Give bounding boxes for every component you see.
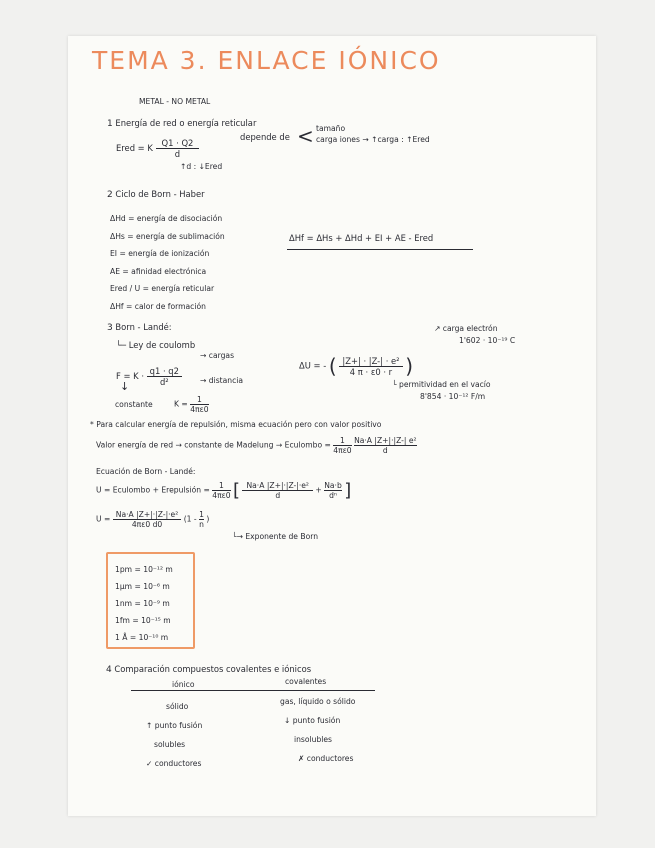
fraction-denominator: d	[382, 446, 388, 455]
fraction-denominator: d	[174, 149, 181, 159]
column-header-covalent: covalentes	[285, 677, 327, 686]
table-cell: solubles	[154, 740, 186, 749]
paren-close: )	[405, 354, 414, 378]
note-fraction	[333, 436, 351, 455]
list-item: ΔHd = energía de disociación	[110, 214, 223, 223]
permitividad-label: └ permitividad en el vacío	[392, 380, 491, 389]
list-item: ΔHf = calor de formación	[110, 301, 206, 311]
equation-fraction	[339, 356, 402, 377]
list-item: ΔHs = energía de sublimación	[110, 231, 225, 241]
unit-item: 1pm = 10⁻¹² m	[115, 565, 173, 574]
permitividad-text: permitividad en el vacío	[399, 380, 491, 389]
fraction-numerator: Na·A |Z+|·|Z-| e²	[354, 436, 417, 445]
u-bracket-fraction-1	[242, 481, 313, 500]
coulomb-label: Ley de coulomb	[128, 340, 196, 350]
fraction-numerator: Na·b	[324, 481, 342, 490]
fraction-denominator: dⁿ	[329, 491, 337, 500]
u-final-lhs: U =	[96, 514, 111, 524]
depends-bottom: carga iones → ↑carga : ↑Ered	[316, 135, 430, 144]
table-divider	[131, 690, 375, 691]
table-cell: gas, líquido o sólido	[280, 697, 356, 706]
table-cell: insolubles	[294, 735, 333, 744]
fraction-numerator: Q1 · Q2	[156, 138, 200, 149]
paren-open: (	[328, 354, 337, 378]
u-fraction	[212, 481, 230, 500]
fraction-numerator: 1	[199, 510, 204, 519]
subtitle: METAL - NO METAL	[139, 97, 211, 106]
equation-underline	[287, 249, 473, 250]
equation-fraction	[147, 366, 182, 387]
fraction-numerator: Na·A |Z+|·|Z-|·e²	[113, 510, 182, 520]
section-number: 1	[107, 119, 113, 129]
born-haber-equation: ΔHf = ΔHs + ΔHd + EI + AE - Ered	[289, 233, 434, 243]
paren-close: )	[206, 514, 210, 524]
fraction-denominator: 4πε0 d0	[131, 520, 163, 529]
madelung-note	[96, 436, 417, 455]
fraction-numerator: 1	[333, 436, 351, 446]
section-2-heading	[107, 189, 205, 200]
bracket-close: ]	[344, 480, 352, 501]
unit-item: 1µm = 10⁻⁶ m	[115, 582, 170, 591]
equation-fraction	[156, 138, 200, 159]
page-title: TEMA 3. ENLACE IÓNICO	[92, 46, 441, 75]
carga-electron-label: ↗ carga electrón	[434, 324, 498, 333]
fraction-numerator: 1	[212, 481, 230, 491]
paren-open: (1 -	[183, 514, 197, 524]
section-1-heading	[107, 118, 256, 129]
equation-lhs: ΔU = -	[299, 360, 327, 371]
born-haber-list	[110, 210, 225, 316]
fraction-denominator: d	[275, 491, 281, 500]
k-fraction	[190, 395, 208, 414]
fraction-numerator: |Z+| · |Z-| · e²	[339, 356, 402, 367]
section-number: 3	[107, 323, 113, 333]
section-3-heading	[107, 322, 172, 333]
u-bracket-fraction-2	[324, 481, 342, 500]
fraction-numerator: 1	[190, 395, 208, 405]
list-item: Ered / U = energía reticular	[110, 284, 215, 294]
fraction-denominator: 4 π · ε0 · r	[349, 366, 393, 377]
distance-note: ↑d : ↓Ered	[180, 162, 223, 171]
table-cell: ↓ punto fusión	[284, 716, 341, 725]
lattice-energy-equation	[299, 354, 413, 378]
table-cell: ✗ conductores	[298, 754, 354, 763]
k-lhs: K =	[174, 399, 188, 409]
section-title: Ciclo de Born - Haber	[115, 189, 205, 199]
cargas-label: → cargas	[200, 351, 235, 360]
table-cell: sólido	[166, 702, 189, 711]
exponente-label: └→ Exponente de Born	[232, 532, 319, 541]
equation-lhs: Ered = K	[116, 143, 153, 153]
repulsion-note: * Para calcular energía de repulsión, misma ecuación pero con valor positivo	[90, 420, 382, 429]
fraction-denominator: n	[199, 520, 204, 529]
section-4-heading	[106, 664, 311, 675]
units-list	[115, 561, 173, 646]
plus-sign: +	[315, 485, 322, 495]
unit-item: 1fm = 10⁻¹⁵ m	[115, 616, 171, 625]
section-title: Energía de red o energía reticular	[115, 118, 257, 128]
cargas-text: cargas	[208, 351, 235, 360]
permitividad-value: 8'854 · 10⁻¹² F/m	[420, 392, 486, 401]
covalent-column	[280, 692, 355, 768]
u-equation	[96, 480, 351, 501]
section-number: 2	[107, 190, 113, 200]
distancia-label: → distancia	[200, 376, 244, 385]
list-item: EI = energía de ionización	[110, 249, 210, 259]
fraction-numerator: Na·A |Z+|·|Z-|·e²	[242, 481, 313, 491]
equation-lhs: F = K ·	[116, 371, 144, 381]
unit-item: 1 Å = 10⁻¹⁰ m	[115, 633, 169, 642]
u-final-equation	[96, 510, 209, 529]
section-title: Comparación compuestos covalentes e iónicos	[114, 664, 312, 674]
fraction-numerator: q1 · q2	[147, 366, 182, 377]
u-final-n-fraction	[199, 510, 204, 529]
carga-electron-text: carga electrón	[442, 324, 498, 333]
carga-electron-value: 1'602 · 10⁻¹⁹ C	[459, 336, 516, 345]
exponente-text: Exponente de Born	[245, 532, 319, 541]
energy-equation	[116, 138, 199, 159]
unit-item: 1nm = 10⁻⁹ m	[115, 599, 170, 608]
born-lande-label: Ecuación de Born - Landé:	[96, 467, 196, 476]
u-lhs: U = Eculombo + Erepulsión =	[96, 485, 210, 495]
note-fraction-2	[354, 436, 417, 455]
bracket-icon: <	[297, 124, 314, 148]
depends-top: tamaño	[316, 124, 346, 133]
fraction-denominator: 4πε0	[190, 405, 209, 414]
bracket-open: [	[233, 480, 241, 501]
k-equation	[174, 395, 209, 414]
section-number: 4	[106, 665, 112, 675]
constante-label: constante	[115, 400, 153, 409]
madelung-text: Valor energía de red → constante de Madelung → Eculombo =	[96, 440, 331, 450]
u-final-fraction	[113, 510, 182, 529]
distancia-text: distancia	[208, 376, 244, 385]
table-cell: ✓ conductores	[146, 759, 202, 768]
fraction-denominator: 4πε0	[212, 491, 231, 500]
fraction-denominator: d²	[159, 377, 169, 387]
table-cell: ↑ punto fusión	[146, 721, 203, 730]
coulomb-law: └─ Ley de coulomb	[116, 340, 196, 350]
ionic-column	[146, 697, 202, 773]
section-title: Born - Landé:	[115, 322, 172, 332]
list-item: AE = afinidad electrónica	[110, 266, 207, 276]
fraction-denominator: 4πε0	[333, 446, 352, 455]
arrow-down-icon: ↓	[120, 380, 130, 393]
depends-label: depende de	[240, 132, 290, 142]
column-header-ionic: iónico	[172, 680, 195, 689]
